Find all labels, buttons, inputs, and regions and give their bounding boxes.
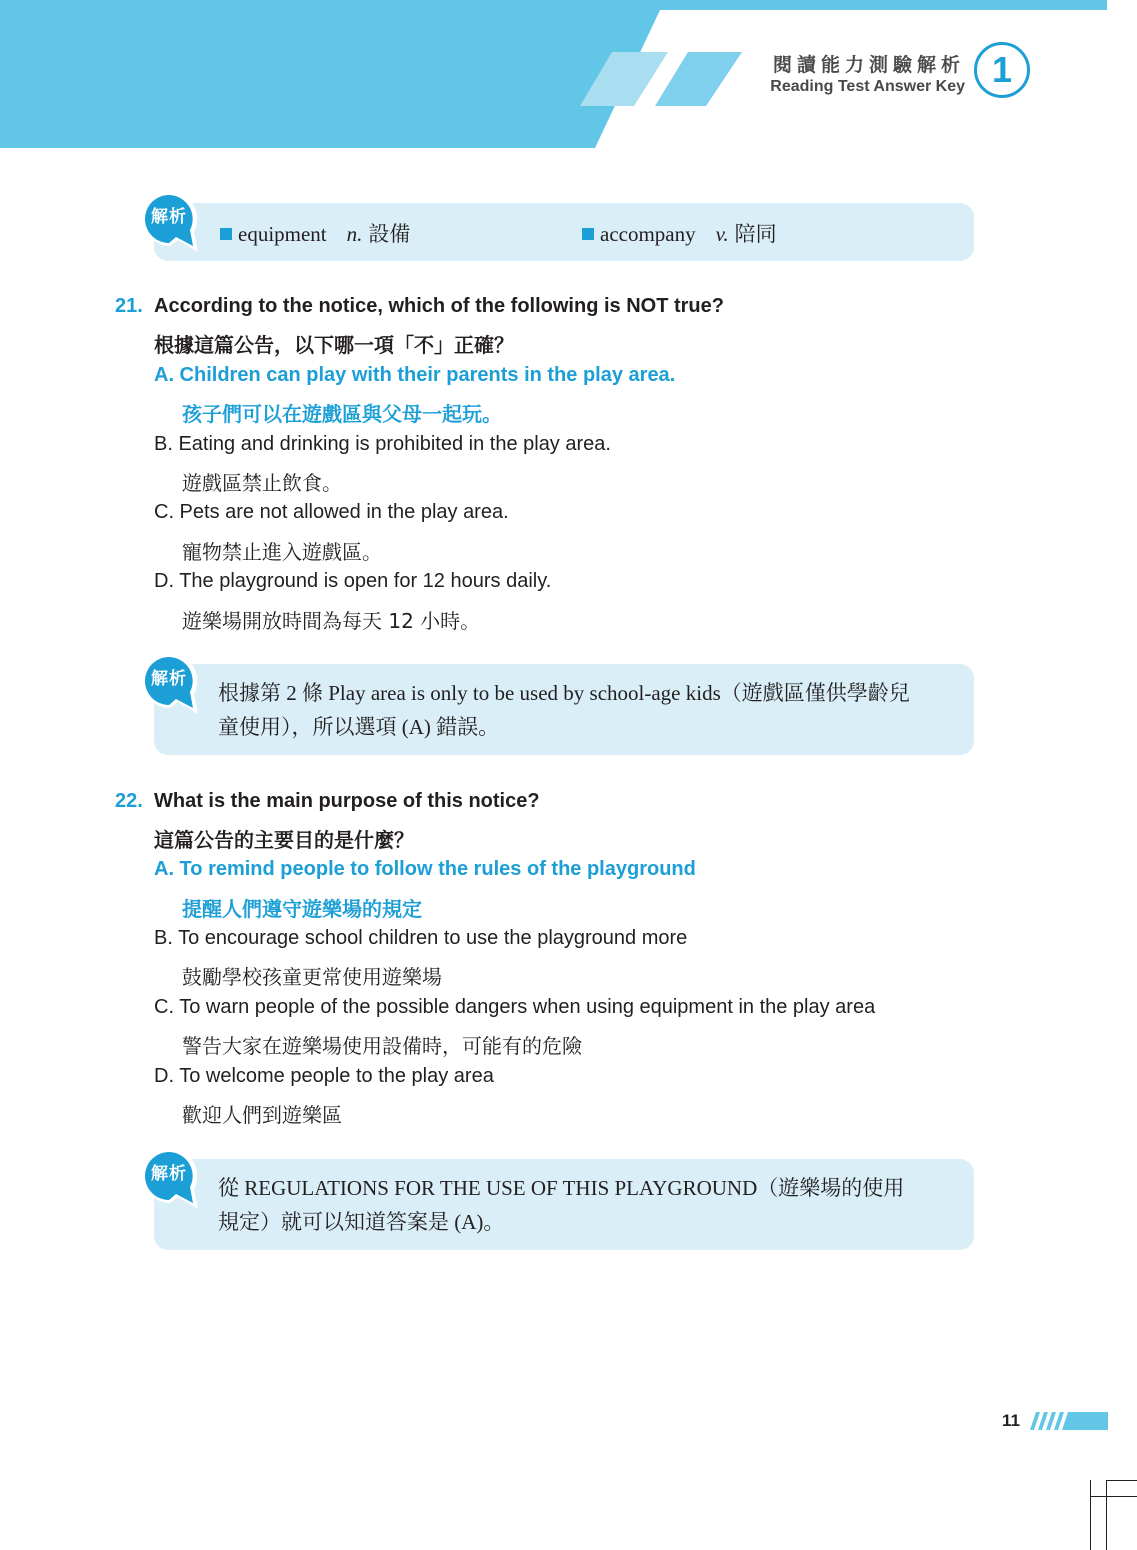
q22-option-a-zh: 提醒人們遵守遊樂場的規定	[182, 897, 422, 921]
q21-option-c: C. Pets are not allowed in the play area.	[154, 501, 509, 523]
q22-option-b: B. To encourage school children to use the playground more	[154, 927, 688, 949]
q22-option-b-zh: 鼓勵學校孩童更常使用遊樂場	[182, 965, 442, 989]
vocab-pos: n.	[346, 222, 363, 246]
crop-mark	[1090, 1496, 1137, 1497]
chapter-number: 1	[974, 42, 1030, 98]
question-number: 22.	[115, 790, 143, 812]
explanation-22-line1: 從 REGULATIONS FOR THE USE OF THIS PLAYGROUND（遊樂場的使用	[218, 1176, 905, 1200]
q22-option-d-zh: 歡迎人們到遊樂區	[182, 1103, 342, 1127]
vocab-pos: v.	[715, 222, 729, 246]
vocab-word: equipment	[238, 222, 327, 246]
q21-option-c-zh: 寵物禁止進入遊戲區。	[182, 540, 382, 564]
page-stripes-icon	[1030, 1412, 1108, 1430]
vocab-item-equipment	[220, 218, 410, 248]
crop-mark	[1106, 1480, 1137, 1481]
vocab-word: accompany	[600, 222, 696, 246]
q22-option-c-zh: 警告大家在遊樂場使用設備時，可能有的危險	[182, 1034, 582, 1058]
square-bullet-icon	[220, 228, 232, 240]
question-21	[115, 295, 724, 318]
header-subtitle: Reading Test Answer Key	[770, 78, 965, 95]
badge-label: 解析	[151, 207, 187, 227]
explanation-badge	[138, 1145, 210, 1217]
vocab-note-box	[154, 203, 974, 261]
header-band	[0, 0, 1137, 148]
explanation-21-line1: 根據第 2 條 Play area is only to be used by school-age kids（遊戲區僅供學齡兒	[218, 681, 910, 705]
q21-option-a-zh: 孩子們可以在遊戲區與父母一起玩。	[182, 402, 502, 426]
explanation-box-22	[154, 1159, 974, 1250]
explanation-22-line2: 規定）就可以知道答案是 (A)。	[218, 1210, 505, 1234]
explanation-21-line2: 童使用），所以選項 (A) 錯誤。	[218, 715, 500, 739]
explanation-box-21	[154, 664, 974, 755]
question-22	[115, 790, 540, 813]
vocab-meaning: 設備	[368, 222, 411, 246]
q21-option-a: A. Children can play with their parents in the play area.	[154, 364, 676, 386]
square-bullet-icon	[582, 228, 594, 240]
question-22-zh: 這篇公告的主要目的是什麼？	[154, 828, 414, 852]
crop-mark	[1090, 1480, 1091, 1550]
question-21-zh: 根據這篇公告，以下哪一項「不」正確？	[154, 333, 514, 357]
question-text: What is the main purpose of this notice?	[154, 790, 540, 812]
header-title: 閱讀能力測驗解析	[772, 55, 965, 76]
crop-mark	[1106, 1480, 1107, 1550]
q22-option-c: C. To warn people of the possible dangers when using equipment in the play area	[154, 996, 876, 1018]
vocab-item-accompany	[582, 218, 777, 248]
explanation-badge	[138, 188, 210, 260]
q22-option-a: A. To remind people to follow the rules of the playground	[154, 858, 696, 880]
question-text: According to the notice, which of the following is NOT true?	[154, 295, 724, 317]
vocab-meaning: 陪同	[734, 222, 777, 246]
question-number: 21.	[115, 295, 143, 317]
q21-option-b-zh: 遊戲區禁止飲食。	[182, 471, 342, 495]
q21-option-d-zh: 遊樂場開放時間為每天 12 小時。	[182, 609, 481, 633]
q21-option-b: B. Eating and drinking is prohibited in the play area.	[154, 433, 611, 455]
q22-option-d: D. To welcome people to the play area	[154, 1065, 494, 1087]
badge-label: 解析	[151, 1164, 187, 1184]
badge-label: 解析	[151, 669, 187, 689]
page-number: 11	[1002, 1411, 1020, 1430]
q21-option-d: D. The playground is open for 12 hours daily.	[154, 570, 552, 592]
explanation-badge	[138, 650, 210, 722]
